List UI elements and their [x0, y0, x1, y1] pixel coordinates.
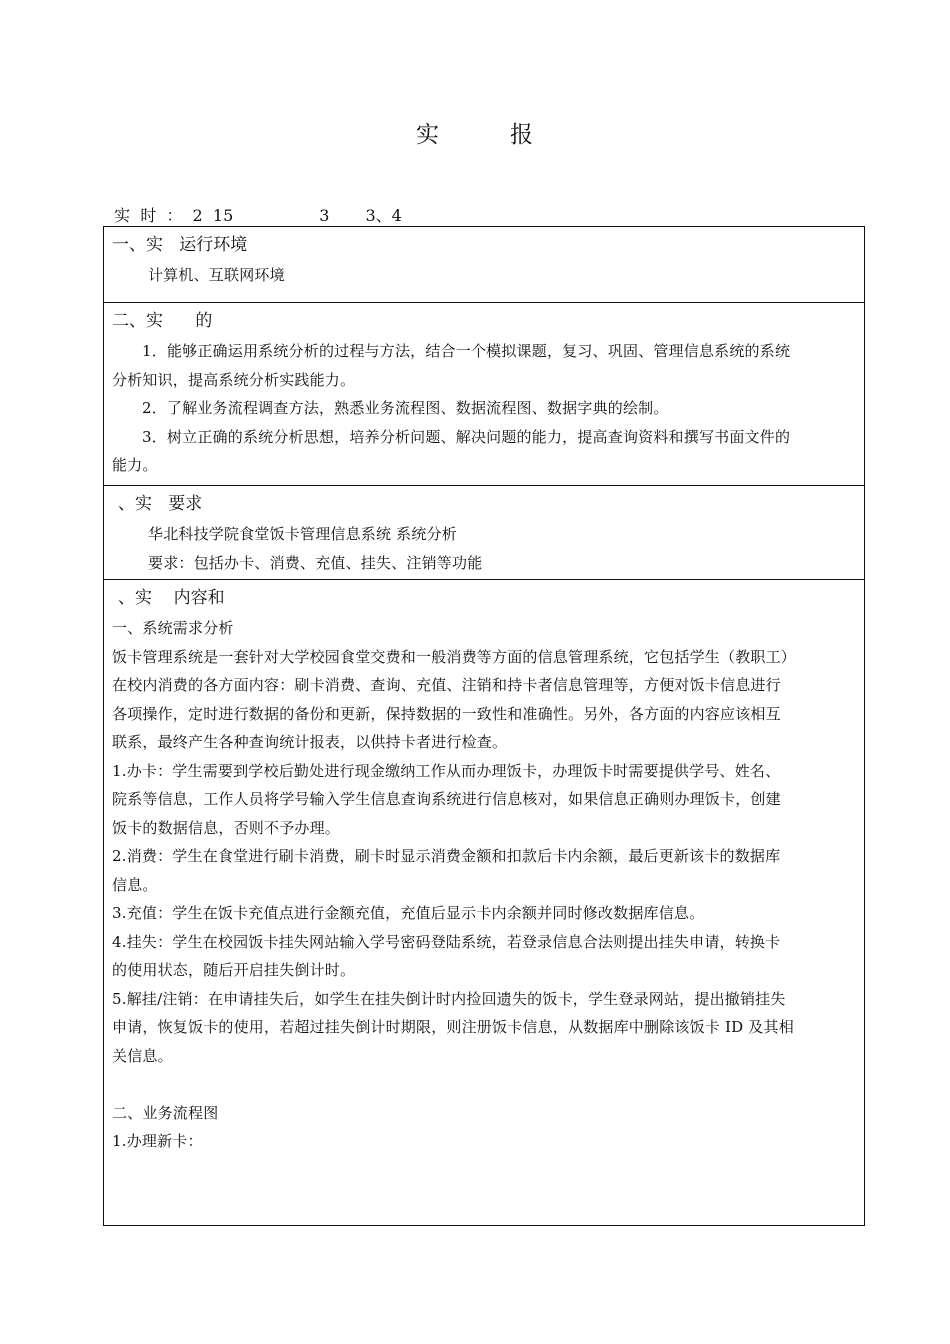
section-heading: 一、实 运行环境	[112, 235, 248, 255]
report-title	[0, 116, 950, 149]
section-line: 3．树立正确的系统分析思想，培养分析问题、解决问题的能力，提高查询资料和撰写书面文件的	[142, 427, 791, 446]
content-line: 信息。	[112, 875, 158, 894]
content-line: 1.办理新卡：	[112, 1132, 203, 1150]
report-table	[103, 226, 865, 1226]
title-left-char: 实	[416, 122, 440, 148]
content-line: 饭卡管理系统是一套针对大学校园食堂交费和一般消费等方面的信息管理系统，它包括学生（教职工）	[112, 647, 797, 666]
section-content	[104, 580, 864, 1225]
section-line: 计算机、互联网环境	[148, 266, 285, 284]
content-line: 申请，恢复饭卡的使用，若超过挂失倒计时期限，则注册饭卡信息，从数据库中删除该饭卡 ID 及其相	[112, 1018, 794, 1036]
content-line: 在校内消费的各方面内容：刷卡消费、查询、充值、注销和持卡者信息管理等，方便对饭卡信息进行	[112, 676, 781, 694]
content-line: 饭卡的数据信息，否则不予办理。	[112, 818, 341, 837]
section-line: 要求：包括办卡、消费、充值、挂失、注销等功能	[148, 553, 483, 572]
section-line: 分析知识，提高系统分析实践能力。	[112, 370, 356, 389]
content-line: 2.消费：学生在食堂进行刷卡消费，刷卡时显示消费金额和扣款后卡内余额，最后更新该卡的数据库	[112, 847, 781, 865]
content-line: 3.充值：学生在饭卡充值点进行金额充值，充值后显示卡内余额并同时修改数据库信息。	[112, 904, 705, 922]
experiment-time-line	[104, 184, 402, 226]
content-line: 5.解挂/注销：在申请挂失后，如学生在挂失倒计时内捡回遗失的饭卡，学生登录网站，提出撤销挂失	[112, 989, 786, 1008]
section-heading: 、实 要求	[118, 494, 203, 514]
content-line: 二、业务流程图	[112, 1103, 219, 1122]
time-label: 实 时 ：	[114, 206, 183, 225]
content-line: 联系，最终产生各种查询统计报表，以供持卡者进行检查。	[112, 733, 508, 751]
section-purpose	[104, 303, 864, 486]
section-environment	[104, 227, 864, 303]
title-right-char: 报	[510, 122, 534, 148]
section-heading: 二、实 的	[112, 311, 213, 331]
section-line: 1．能够正确运用系统分析的过程与方法，结合一个模拟课题，复习、巩固、管理信息系统的系统	[142, 342, 791, 360]
blank-line	[112, 1070, 856, 1099]
time-month: 3	[319, 206, 330, 225]
content-line: 1.办卡：学生需要到学校后勤处进行现金缴纳工作从而办理饭卡，办理饭卡时需要提供学号、姓名、	[112, 761, 781, 780]
section-line: 能力。	[112, 456, 158, 474]
content-line: 4.挂失：学生在校园饭卡挂失网站输入学号密码登陆系统，若登录信息合法则提出挂失申请，转换卡	[112, 932, 781, 951]
content-line: 一、系统需求分析	[112, 619, 234, 637]
section-line: 华北科技学院食堂饭卡管理信息系统 系统分析	[148, 525, 457, 543]
section-requirements	[104, 486, 864, 580]
section-line: 2．了解业务流程调查方法，熟悉业务流程图、数据流程图、数据字典的绘制。	[142, 399, 669, 417]
time-year: 2 15	[192, 206, 234, 225]
section-heading: 、实 内容和	[118, 588, 225, 608]
content-line: 院系等信息，工作人员将学号输入学生信息查询系统进行信息核对，如果信息正确则办理饭卡，创建	[112, 790, 781, 808]
content-line: 的使用状态，随后开启挂失倒计时。	[112, 961, 356, 979]
content-line: 各项操作，定时进行数据的备份和更新，保持数据的一致性和准确性。另外，各方面的内容应该相互	[112, 704, 781, 723]
time-days: 3、4	[365, 206, 402, 225]
content-line: 关信息。	[112, 1046, 173, 1065]
